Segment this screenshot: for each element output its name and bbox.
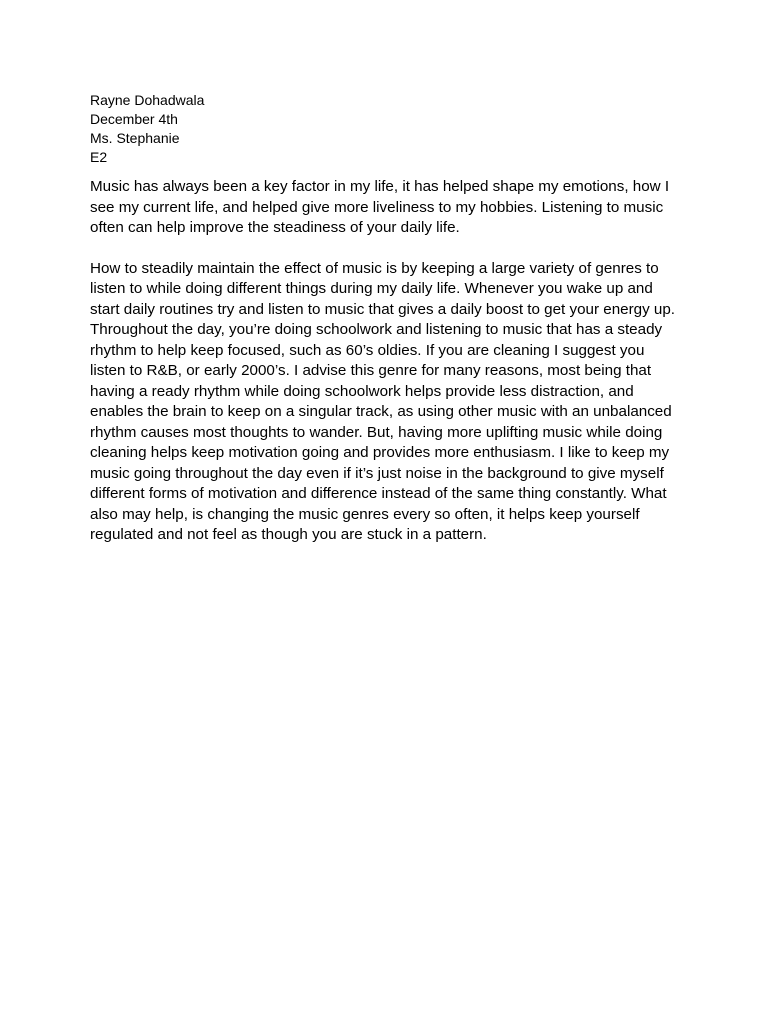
body-paragraph-1: Music has always been a key factor in my life, it has helped shape my emotions, how I see my current life, and helped give more liveliness to my hobbies. Listening to music often can help improve the steadiness of your daily life. [90, 178, 670, 236]
document-date: December 4th [90, 111, 178, 127]
author-name: Rayne Dohadwala [90, 92, 205, 108]
document-header [90, 91, 690, 167]
class-period: E2 [90, 149, 108, 165]
teacher-name: Ms. Stephanie [90, 130, 180, 146]
document-content [90, 91, 690, 546]
body-paragraph-2: How to steadily maintain the effect of music is by keeping a large variety of genres to listen to while doing different things during my daily life. Whenever you wake up and start daily routines try and listen to music that gives a daily boost to get your energy up. Throughout the day, you’re doing schoolwork and listening to music that has a steady rhythm to help keep focused, such as 60’s oldies. If you are cleaning I suggest you listen to R&B, or early 2000’s. I advise this genre for many reasons, most being that having a ready rhythm while doing schoolwork helps provide less distraction, and enables the brain to keep on a singular track, as using other music with an unbalanced rhythm causes most thoughts to wander. But, having more uplifting music while doing cleaning helps keep motivation going and provides more enthusiasm. I like to keep my music going throughout the day even if it’s just noise in the background to give myself different forms of motivation and difference instead of the same thing constantly. What also may help, is changing the music genres every so often, it helps keep yourself regulated and not feel as though you are stuck in a pattern. [90, 259, 676, 543]
